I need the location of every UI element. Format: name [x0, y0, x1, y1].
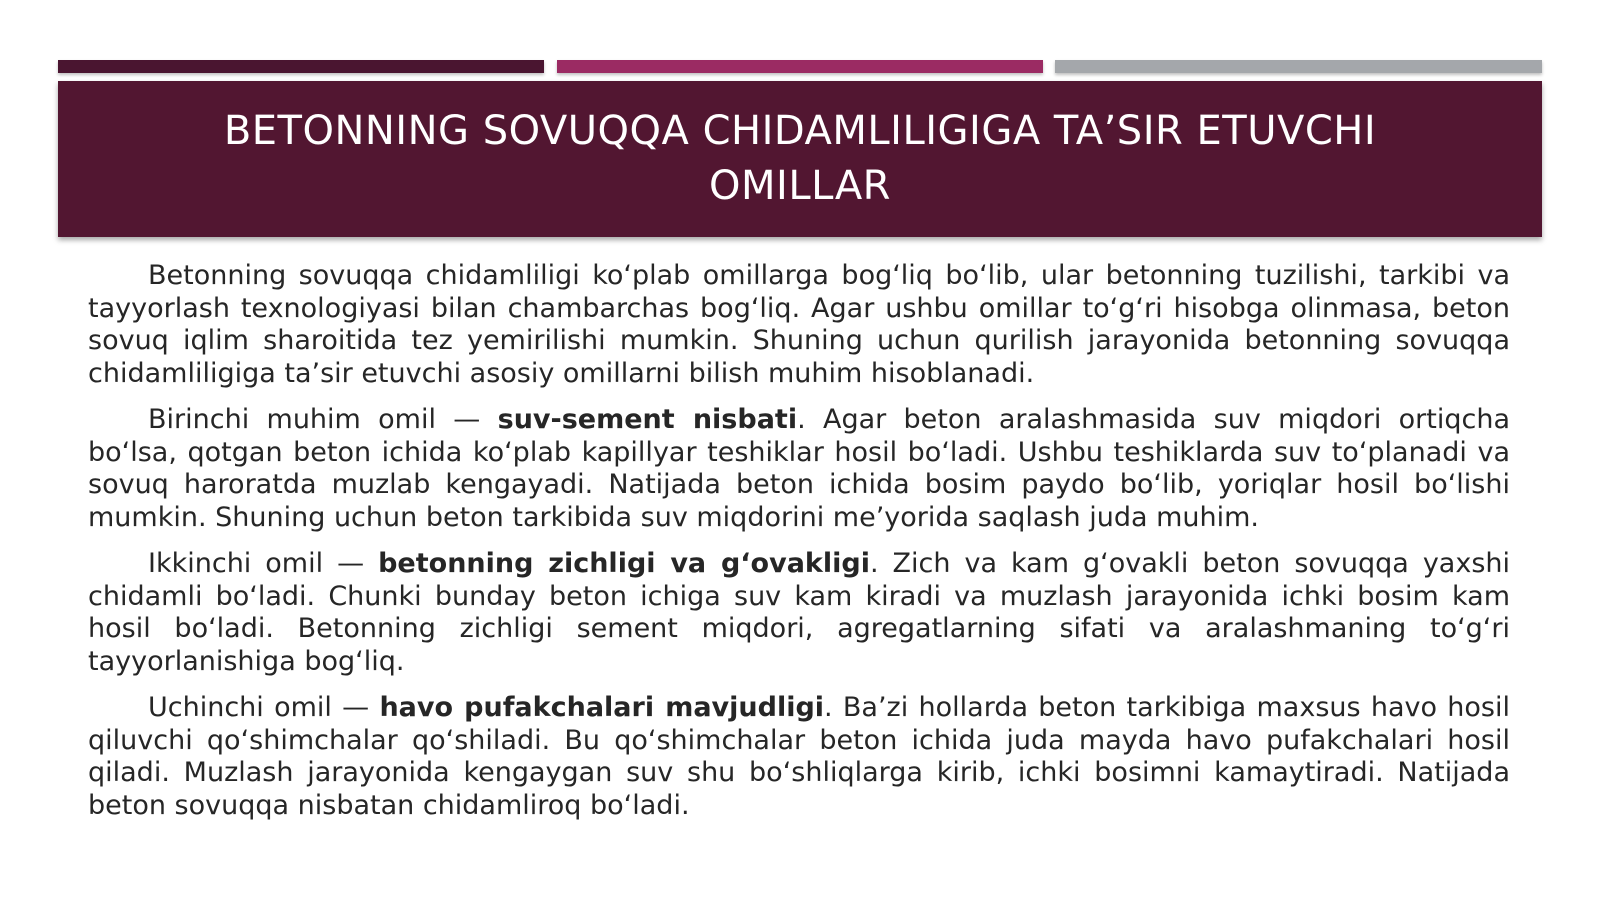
- slide-body: [88, 260, 1510, 836]
- paragraph-text-rest: . Agar beton aralashmasida suv miqdori ortiqcha bo‘lsa, qotgan beton ichida ko‘plab kapillyar teshiklar hosil bo‘ladi. Ushbu teshiklarda suv to‘planadi va sovuq haroratda muzlab kengayadi. Natijada beton ichida bosim paydo bo‘lib, yoriqlar hosil bo‘lishi mumkin. Shuning uchun beton tarkibida suv miqdorini me’yorida saqlash juda muhim.: [88, 404, 1511, 533]
- paragraph-emphasis: havo pufakchalari mavjudligi: [379, 692, 825, 723]
- slide-title: BETONNING SOVUQQA CHIDAMLILIGIGA TA’SIR ETUVCHI OMILLAR: [223, 108, 1377, 209]
- paragraph-factor-3: [88, 692, 1510, 822]
- paragraph-text-rest: . Zich va kam g‘ovakli beton sovuqqa yaxshi chidamli bo‘ladi. Chunki bunday beton ichiga suv kam kiradi va muzlash jarayonida ichki bosim kam hosil bo‘ladi. Betonning zichligi sement miqdori, agregatlarning sifati va aralashmaning to‘g‘ri tayyorlanishiga bog‘liq.: [88, 548, 1510, 677]
- paragraph-emphasis: suv-sement nisbati: [497, 404, 798, 435]
- paragraph-text: Ikkinchi omil —: [148, 548, 379, 579]
- paragraph-text: Birinchi muhim omil —: [148, 404, 498, 435]
- paragraph-text: Uchinchi omil —: [148, 692, 380, 723]
- paragraph-text-rest: . Ba’zi hollarda beton tarkibiga maxsus havo hosil qiluvchi qo‘shimchalar qo‘shiladi. Bu qo‘shimchalar beton ichida juda mayda havo pufakchalari hosil qiladi. Muzlash jarayonida kengaygan suv shu bo‘shliqlarga kirib, ichki bosimni kamaytiradi. Natijada beton sovuqqa nisbatan chidamliroq bo‘ladi.: [88, 692, 1510, 821]
- accent-bar-dark: [58, 60, 544, 73]
- accent-bar-gray: [1055, 60, 1542, 73]
- paragraph-factor-2: [88, 548, 1510, 678]
- paragraph-factor-1: [88, 404, 1510, 534]
- paragraph-text: Betonning sovuqqa chidamliligi ko‘plab omillarga bog‘liq bo‘lib, ular betonning tuzilishi, tarkibi va tayyorlash texnologiyasi bilan chambarchas bog‘liq. Agar ushbu omillar to‘g‘ri hisobga olinmasa, beton sovuq iqlim sharoitida tez yemirilishi mumkin. Shuning uchun qurilish jarayonida betonning sovuqqa chidamliligiga ta’sir etuvchi asosiy omillarni bilish muhim hisoblanadi.: [88, 260, 1510, 389]
- accent-bar-magenta: [557, 60, 1043, 73]
- paragraph-intro: [88, 260, 1510, 390]
- paragraph-emphasis: betonning zichligi va g‘ovakligi: [378, 548, 870, 579]
- title-banner: [58, 81, 1542, 237]
